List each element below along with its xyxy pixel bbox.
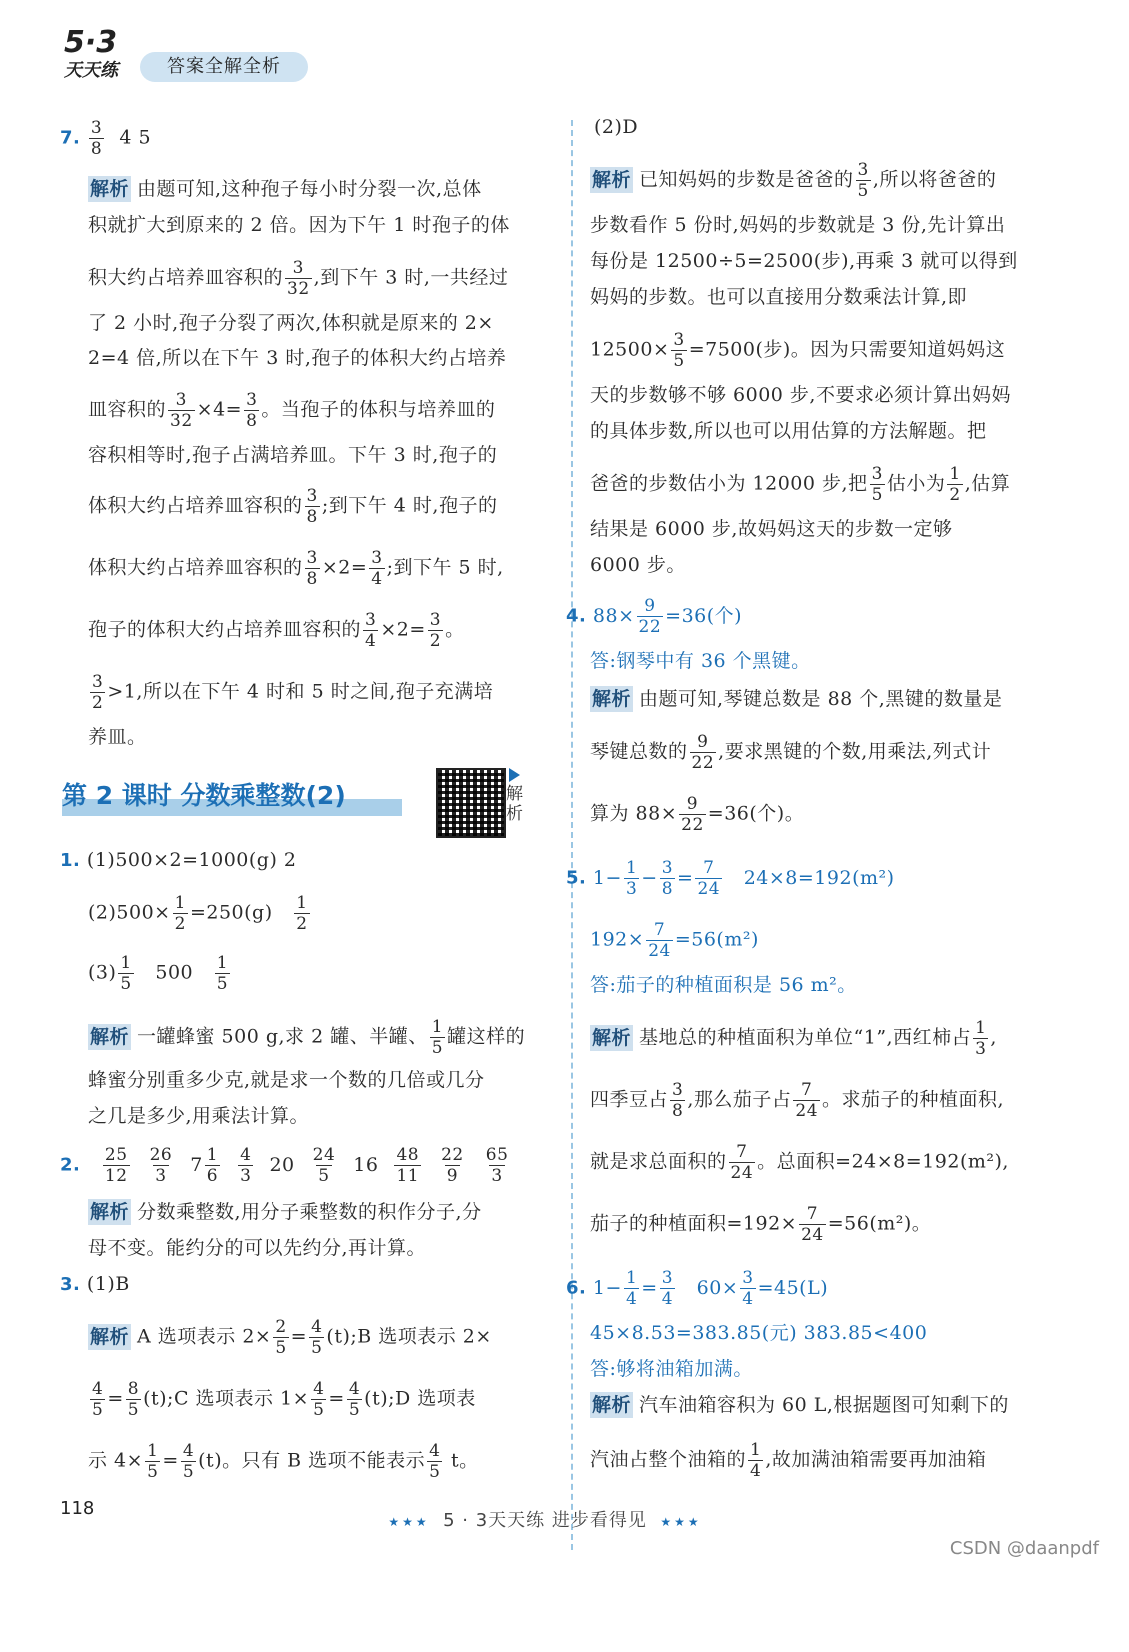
watermark: CSDN @daanpdf: [949, 1538, 1099, 1559]
explanation-line: 四季豆占 $\frac{3}{8}$ ,那么茄子占 $\frac{7}{24}$ 。求茄子的种植面积,: [590, 1080, 1005, 1121]
q5-final-answer: 答:茄子的种植面积是 56 m²。: [590, 974, 857, 996]
q2-answer-item: 20: [269, 1153, 295, 1176]
explanation-line: 每份是 12500÷5=2500(步),再乘 3 就可以得到: [590, 250, 1018, 272]
q2-answer-item: $\frac{24}{5}$: [312, 1145, 336, 1186]
q4-answer: 4. 88× $\frac{9}{22}$ =36(个): [566, 596, 743, 637]
explanation-line: 孢子的体积大约占培养皿容积的 $\frac{3}{4}$ ×2= $\frac{3}{2}$ 。: [88, 610, 465, 651]
explanation-line: 解析 由题可知,琴键总数是 88 个,黑键的数量是: [592, 688, 1003, 710]
question-number: 1.: [60, 850, 81, 871]
explanation-line: 天的步数够不够 6000 步,不要求必须计算出妈妈: [590, 384, 1011, 406]
explanation-line: 妈妈的步数。也可以直接用分数乘法计算,即: [590, 286, 968, 308]
star-icon: ★★★: [660, 1515, 702, 1529]
q2-answer-item: $\frac{22}{9}$: [441, 1145, 464, 1186]
explanation-line: 2=4 倍,所以在下午 3 时,孢子的体积大约占培养: [88, 347, 507, 369]
header-title: 答案全解全析: [140, 52, 308, 82]
explanation-line: 解析 基地总的种植面积为单位“1”,西红柿占 $\frac{1}{3}$ ,: [592, 1018, 997, 1059]
q4-final-answer: 答:钢琴中有 36 个黑键。: [590, 650, 811, 672]
explanation-line: 解析 一罐蜂蜜 500 g,求 2 罐、半罐、 $\frac{1}{5}$ 罐这样的: [90, 1017, 526, 1058]
explanation-line: 步数看作 5 份时,妈妈的步数就是 3 份,先计算出: [590, 214, 1006, 236]
explanation-line: 茄子的种植面积=192× $\frac{7}{24}$ =56(m²)。: [590, 1204, 932, 1245]
explanation-line: 了 2 小时,孢子分裂了两次,体积就是原来的 2×: [88, 312, 494, 334]
question-number: 3.: [60, 1274, 81, 1295]
explanation-line: 蜂蜜分别重多少克,就是求一个数的几倍或几分: [88, 1069, 485, 1091]
logo-text: 5·3: [64, 25, 118, 60]
question-number: 6.: [566, 1277, 587, 1299]
explanation-line: 母不变。能约分的可以先约分,再计算。: [88, 1237, 427, 1259]
q2-answer-item: $\frac{25}{12}$: [104, 1145, 128, 1186]
question-number: 7.: [60, 127, 81, 149]
logo-subtext: 天天练: [64, 60, 118, 81]
explanation-line: 皿容积的 $\frac{3}{32}$ ×4= $\frac{3}{8}$ 。当孢子的体积与培养皿的: [88, 390, 496, 431]
q5-answer: 5. 1− $\frac{1}{3}$ − $\frac{3}{8}$ = $\frac{7}{24}$ 24×8=192(m²): [566, 858, 895, 899]
explanation-line: 解析 由题可知,这种孢子每小时分裂一次,总体: [90, 178, 482, 200]
explanation-line: 6000 步。: [590, 554, 686, 576]
explanation-line: 示 4× $\frac{1}{5}$ = $\frac{4}{5}$ (t)。只有 B 选项不能表示 $\frac{4}{5}$ t。: [88, 1441, 479, 1482]
fraction: $\frac{3}{8}$: [90, 118, 103, 159]
q6-answer: 6. 1− $\frac{1}{4}$ = $\frac{3}{4}$ 60× $\frac{3}{4}$ =45(L): [566, 1268, 829, 1309]
explanation-line: 之几是多少,用乘法计算。: [88, 1105, 310, 1127]
explanation-line: 体积大约占培养皿容积的 $\frac{3}{8}$ ×2= $\frac{3}{4}$ ;到下午 5 时,: [88, 548, 504, 589]
q2-answer-item: $\frac{65}{3}$: [485, 1145, 509, 1186]
star-icon: ★★★: [388, 1515, 430, 1529]
analysis-tag: 解析: [90, 1025, 130, 1048]
q6-answer-line2: 45×8.53=383.85(元) 383.85<400: [590, 1322, 928, 1344]
q2-answer-item: $\frac{48}{11}$: [396, 1145, 420, 1186]
q6-final-answer: 答:够将油箱加满。: [590, 1358, 753, 1380]
explanation-line: 琴键总数的 $\frac{9}{22}$ ,要求黑键的个数,用乘法,列式计: [590, 732, 992, 773]
section-title: 第 2 课时 分数乘整数(2): [62, 778, 402, 816]
play-icon: [509, 768, 520, 782]
analysis-tag: 解析: [90, 178, 130, 200]
question-number: 2.: [60, 1154, 81, 1176]
brand-logo: [64, 25, 134, 90]
analysis-tag: 解析: [592, 688, 632, 710]
explanation-line: 积大约占培养皿容积的 $\frac{3}{32}$ ,到下午 3 时,一共经过: [88, 258, 509, 299]
analysis-tag: 解析: [90, 1325, 130, 1348]
q2-answer-item: $\frac{26}{3}$: [149, 1145, 173, 1186]
answer-text: 4 5: [119, 126, 152, 149]
q3-part2: (2)D: [594, 116, 639, 138]
explanation-line: $\frac{4}{5}$ = $\frac{8}{5}$ (t);C 选项表示 1× $\frac{4}{5}$ = $\frac{4}{5}$ (t);D 选项表: [92, 1379, 476, 1420]
slogan-text: 5 · 3天天练 进步看得见: [443, 1510, 647, 1531]
qr-label-text: 解析: [506, 784, 523, 824]
explanation-line: 解析 分数乘整数,用分子乘整数的积作分子,分: [90, 1201, 482, 1223]
explanation-line: 积就扩大到原来的 2 倍。因为下午 1 时孢子的体: [88, 214, 510, 236]
analysis-tag: 解析: [592, 1394, 632, 1416]
q2-answer-item: 7 $\frac{1}{6}$: [190, 1145, 219, 1186]
explanation-line: 解析 A 选项表示 2× $\frac{2}{5}$ = $\frac{4}{5}$ (t);B 选项表示 2×: [90, 1317, 492, 1358]
question-number: 4.: [566, 605, 587, 627]
explanation-line: 解析 汽车油箱容积为 60 L,根据题图可知剩下的: [592, 1394, 1009, 1416]
explanation-line: $\frac{3}{2}$ >1,所以在下午 4 时和 5 时之间,孢子充满培: [92, 672, 494, 713]
q2-answer: [60, 1145, 512, 1186]
q1-part2: (2)500× $\frac{1}{2}$ =250(g) $\frac{1}{2}$: [88, 893, 308, 934]
analysis-tag: 解析: [90, 1201, 130, 1223]
explanation-line: 体积大约占培养皿容积的 $\frac{3}{8}$ ;到下午 4 时,孢子的: [88, 486, 498, 527]
column-divider: [571, 120, 573, 1550]
qr-code[interactable]: [436, 768, 506, 838]
explanation-line: 解析 已知妈妈的步数是爸爸的 $\frac{3}{5}$ ,所以将爸爸的: [592, 160, 997, 201]
qr-label[interactable]: [506, 768, 526, 824]
explanation-line: 爸爸的步数估小为 12000 步,把 $\frac{3}{5}$ 估小为 $\frac{1}{2}$ ,估算: [590, 464, 1011, 505]
q1-part1: 1. (1)500×2=1000(g) 2: [60, 849, 297, 871]
page-number: 118: [60, 1498, 95, 1519]
analysis-tag: 解析: [592, 168, 632, 191]
explanation-line: 算为 88× $\frac{9}{22}$ =36(个)。: [590, 794, 805, 835]
explanation-line: 汽油占整个油箱的 $\frac{1}{4}$ ,故加满油箱需要再加油箱: [590, 1440, 987, 1481]
explanation-line: 养皿。: [88, 726, 147, 748]
explanation-line: 结果是 6000 步,故妈妈这天的步数一定够: [590, 518, 953, 540]
explanation-line: 容积相等时,孢子占满培养皿。下午 3 时,孢子的: [88, 444, 498, 466]
explanation-line: 就是求总面积的 $\frac{7}{24}$ 。总面积=24×8=192(m²),: [590, 1142, 1009, 1183]
explanation-line: 12500× $\frac{3}{5}$ =7500(步)。因为只需要知道妈妈这: [590, 330, 1006, 371]
footer-slogan: [380, 1506, 710, 1532]
q3-part1: 3. (1)B: [60, 1273, 130, 1295]
analysis-tag: 解析: [592, 1026, 632, 1049]
explanation-line: 的具体步数,所以也可以用估算的方法解题。把: [590, 420, 987, 442]
q2-answer-item: 16: [353, 1153, 379, 1176]
q1-part3: (3) $\frac{1}{5}$ 500 $\frac{1}{5}$: [88, 953, 229, 994]
question-number: 5.: [566, 867, 587, 889]
q7-answer: [60, 118, 151, 159]
q5-answer-line2: 192× $\frac{7}{24}$ =56(m²): [590, 920, 759, 961]
q2-answer-item: $\frac{4}{3}$: [240, 1145, 252, 1186]
